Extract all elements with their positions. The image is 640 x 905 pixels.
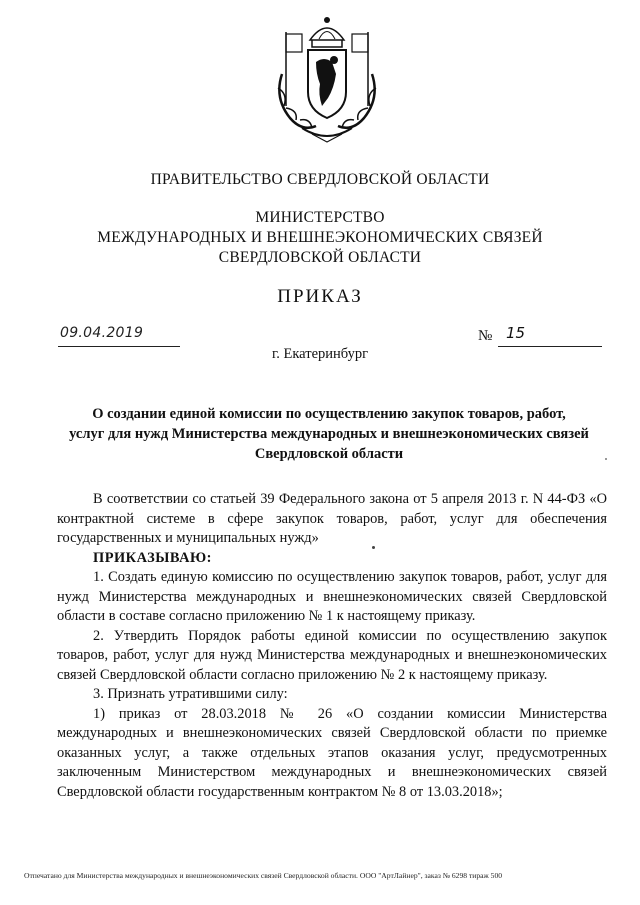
item-1-paragraph: 1. Создать единую комиссию по осуществлению закупок товаров, работ, услуг для нужд Министерства международных и внешнеэкономических связей Свердловской области в составе согласно приложению № 1 к настоящему приказу. — [57, 569, 607, 624]
subject-line3: Свердловской области — [254, 446, 404, 462]
item-2-paragraph: 2. Утвердить Порядок работы единой комиссии по осуществлению закупок товаров, работ, услуг для нужд Министерства международных и внешнеэкономических связей Свердловской области согласно приложению № 2 к настоящему приказу. — [57, 627, 607, 683]
government-heading: ПРАВИТЕЛЬСТВО СВЕРДЛОВСКОЙ ОБЛАСТИ — [150, 171, 490, 188]
preamble-paragraph: В соответствии со статьей 39 Федерального закона от 5 апреля 2013 г. N 44-ФЗ «О контрактной системе в сфере закупок товаров, работ, услуг для обеспечения государственных и муниципальных нужд» — [57, 491, 607, 546]
city-name: г. Екатеринбург — [271, 346, 369, 362]
coat-of-arms-icon — [272, 14, 382, 146]
item-3-paragraph: 3. Признать утратившими силу: — [93, 686, 288, 702]
subject-line2: услуг для нужд Министерства международных и внешнеэкономических связей — [69, 426, 589, 442]
subject-line1: О создании единой комиссии по осуществлению закупок товаров, работ, — [92, 406, 566, 422]
scan-speck-2 — [605, 458, 607, 460]
order-word: ПРИКАЗЫВАЮ: — [93, 549, 212, 566]
item-3-1-paragraph: 1) приказ от 28.03.2018 № 26 «О создании комиссии Министерства международных и внешнеэкономических связей Свердловской области по приемке оказанных услуг, а также отдельных этапов оказания услуг, предусмотренных заключенным Министерством международных и внешнеэкономических связей Свердловской области государственным контрактом № 8 от 13.03.2018»; — [57, 705, 607, 800]
print-imprint: Отпечатано для Министерства международных и внешнеэкономических связей Свердловской области. ООО "АртЛайнер", заказ № 6298 тираж 500 — [24, 871, 503, 880]
order-body — [57, 490, 607, 802]
order-number: 15 — [506, 324, 526, 342]
order-number-label: № — [478, 328, 493, 344]
ministry-heading-line3: СВЕРДЛОВСКОЙ ОБЛАСТИ — [218, 249, 422, 266]
order-subject — [54, 404, 604, 464]
ministry-heading-line1: МИНИСТЕРСТВО — [255, 209, 385, 226]
document-type-title: ПРИКАЗ — [277, 286, 363, 307]
order-date: 09.04.2019 — [60, 325, 144, 341]
ministry-heading-line2: МЕЖДУНАРОДНЫХ И ВНЕШНЕЭКОНОМИЧЕСКИХ СВЯЗЕЙ — [97, 229, 543, 246]
scan-speck — [372, 546, 375, 549]
